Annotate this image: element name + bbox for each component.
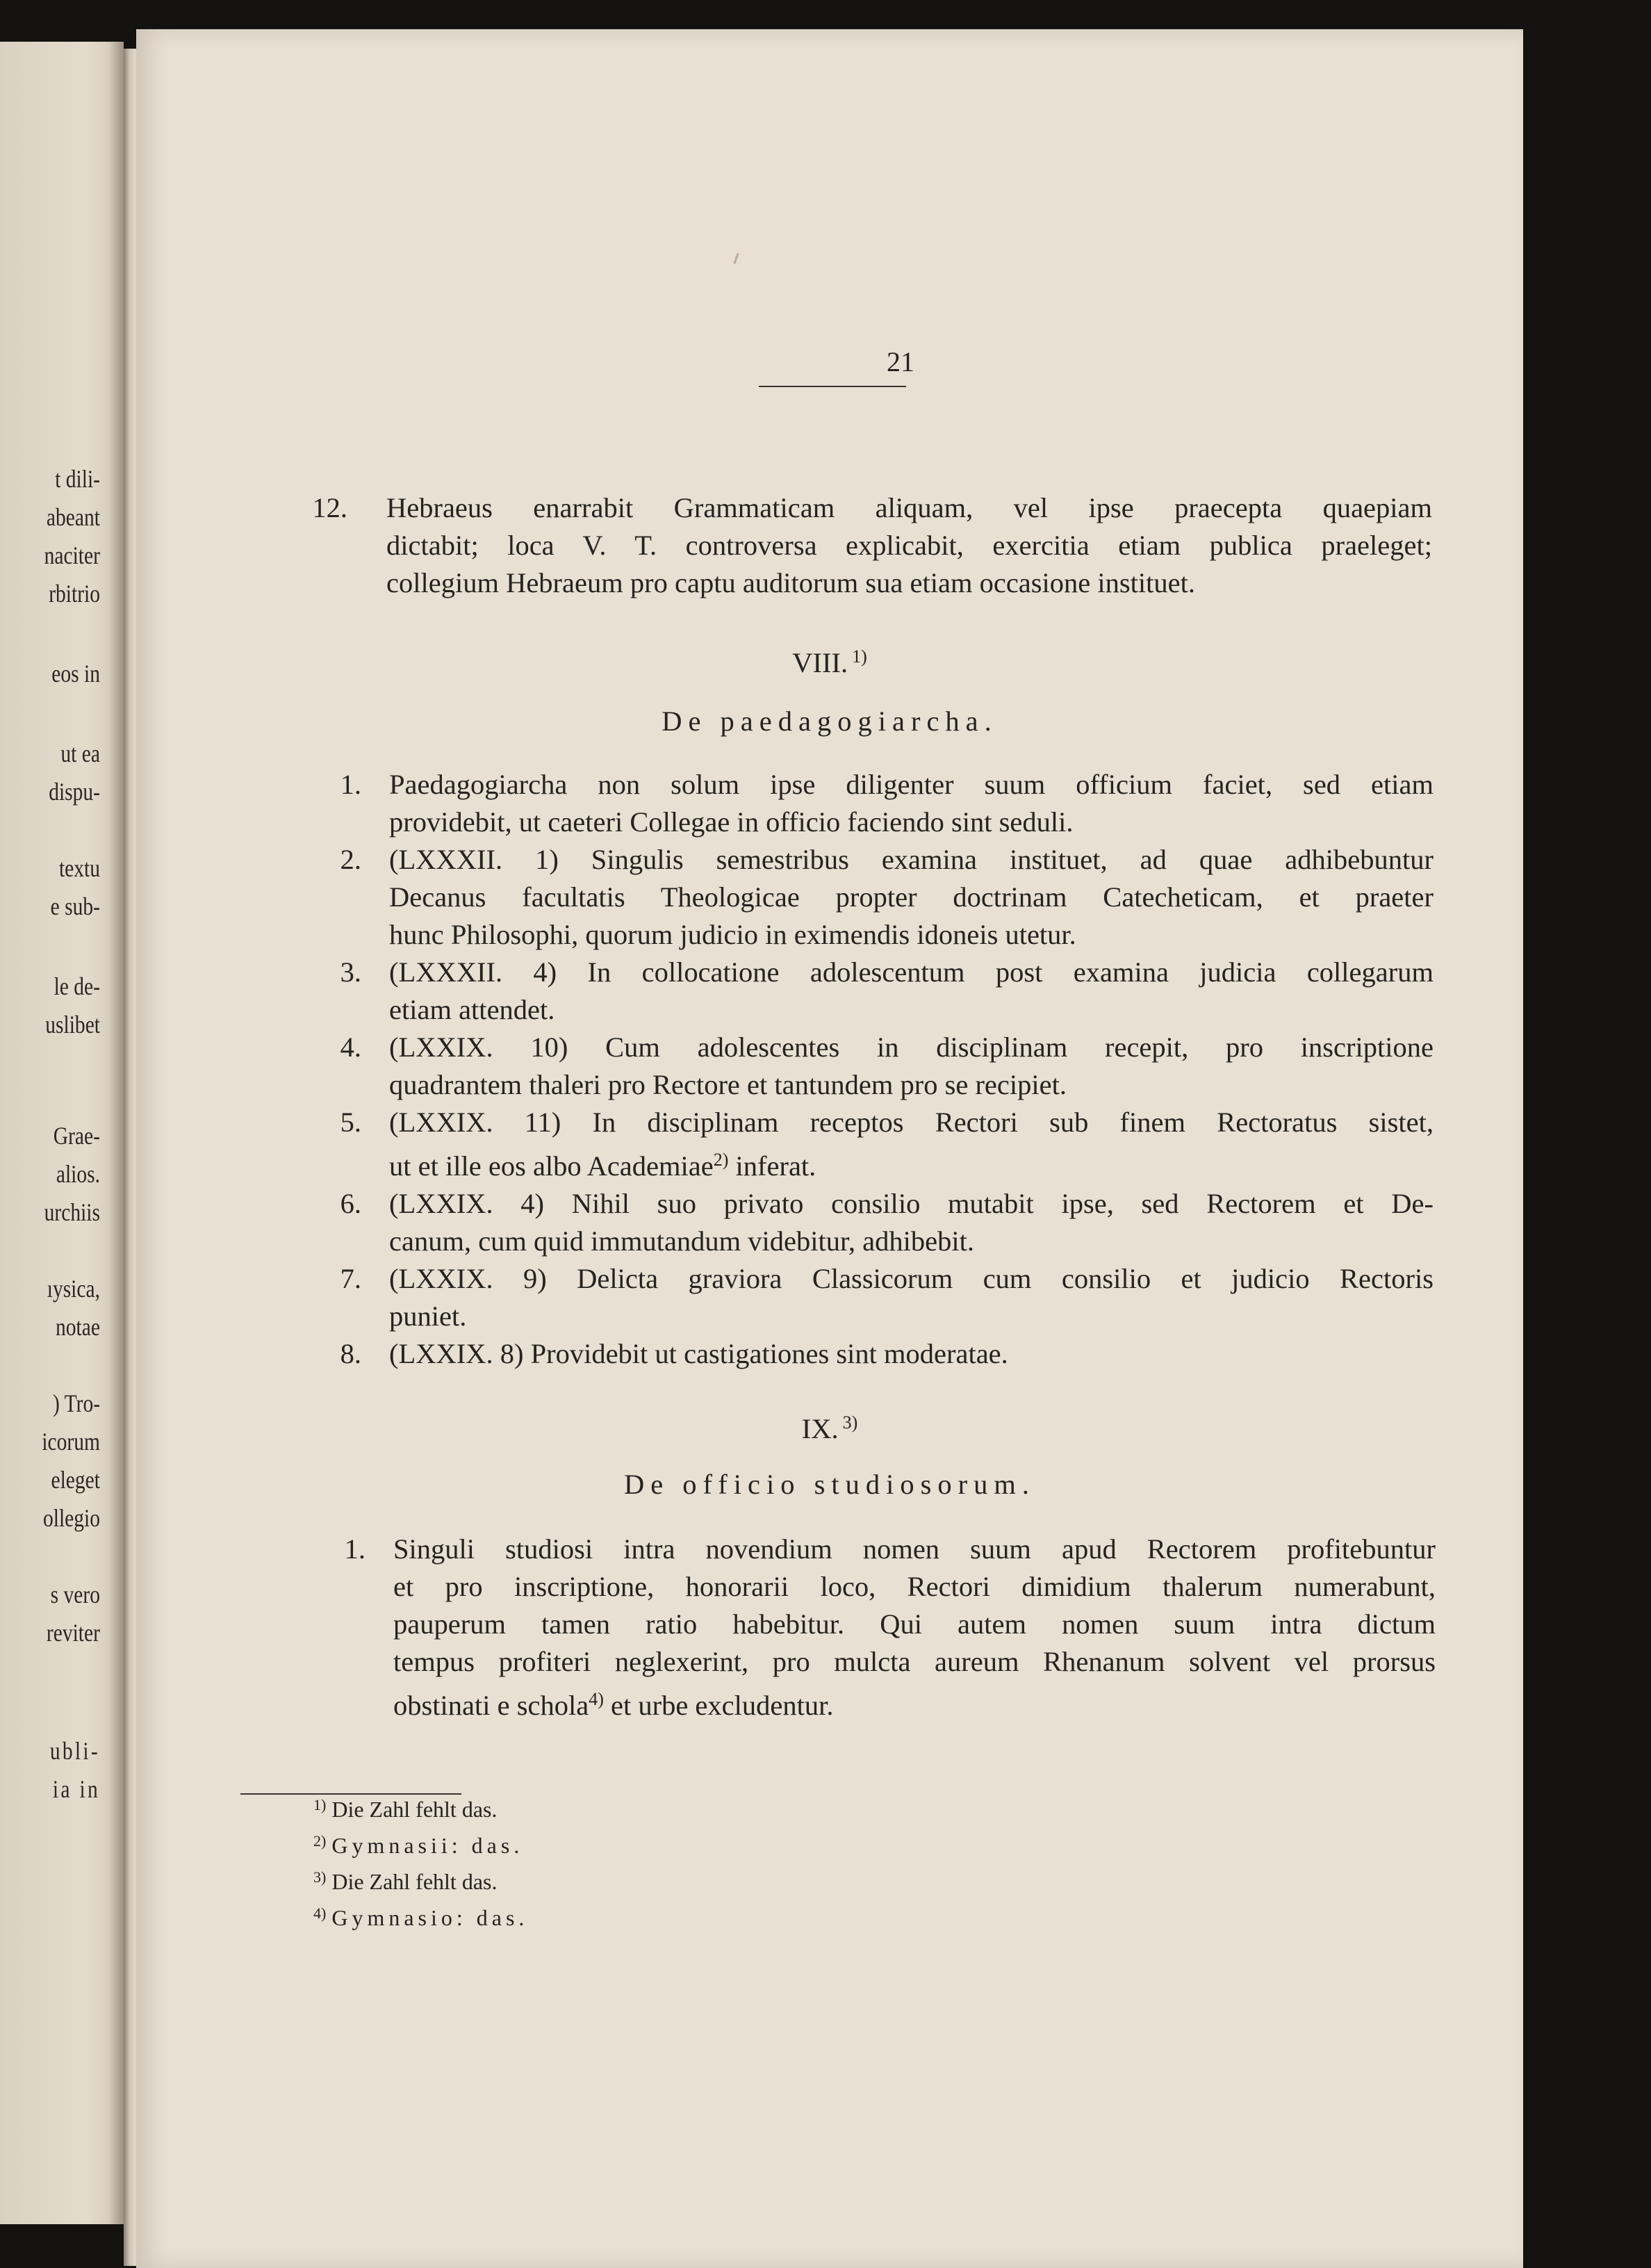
left-fragment: s vero <box>50 1581 100 1608</box>
section-numeral: VIII. <box>792 647 848 678</box>
item-text: et urbe excludentur. <box>610 1690 834 1721</box>
left-fragment: ıysica, <box>47 1275 100 1303</box>
item-line: etiam attendet. <box>389 994 555 1025</box>
list-item <box>136 1185 1523 1260</box>
item-number: 1. <box>344 1533 365 1565</box>
section-viii-title: De paedagogiarcha. <box>662 705 998 737</box>
page-number-rule <box>759 386 906 387</box>
left-fragment: reviter <box>46 1619 100 1647</box>
item-line: Singuli studiosi intra novendium nomen suum apud Rectorem profitebuntur <box>393 1533 1436 1565</box>
item-number: 4. <box>340 1031 361 1063</box>
item-line: dictabit; loca V. T. controversa explicabit, exercitia etiam publica praeleget; <box>386 530 1432 561</box>
item-line: (LXXIX. 9) Delicta graviora Classicorum cum consilio et judicio Rectoris <box>389 1263 1434 1294</box>
left-page-margin <box>0 42 124 2224</box>
item-line: Paedagogiarcha non solum ipse diligenter suum officium faciet, sed etiam <box>389 769 1434 800</box>
item-line <box>389 1141 1523 1185</box>
list-item <box>136 841 1523 954</box>
item-number: 5. <box>340 1107 361 1138</box>
footnote-text: Die Zahl fehlt das. <box>331 1869 498 1894</box>
footnote <box>313 1861 528 1898</box>
left-fragment: ollegio <box>43 1504 100 1532</box>
footnote <box>313 1898 528 1934</box>
list-item <box>136 489 1523 602</box>
list-item <box>136 1029 1523 1104</box>
item-line: tempus profiteri neglexerint, pro mulcta aureum Rhenanum solvent vel prorsus <box>393 1646 1436 1677</box>
left-fragment: icorum <box>42 1428 100 1455</box>
section-ix-list <box>136 1531 1523 1724</box>
left-fragment: notae <box>56 1313 100 1341</box>
item-line: Decanus facultatis Theologicae propter doctrinam Catecheticam, et praeter <box>389 881 1434 913</box>
left-fragment: le de- <box>54 972 100 1000</box>
section-ix-title: De officio studiosorum. <box>623 1469 1036 1500</box>
item-line: (LXXIX. 10) Cum adolescentes in disciplinam recepit, pro inscriptione <box>389 1031 1434 1063</box>
item-line: (LXXXII. 1) Singulis semestribus examina instituet, ad quae adhibebuntur <box>389 844 1434 875</box>
left-fragment: uslibet <box>45 1011 100 1038</box>
section-numeral: IX. <box>801 1413 839 1444</box>
footnote-ref: 1) <box>852 646 867 667</box>
item-line: (LXXIX. 8) Providebit ut castigationes sint moderatae. <box>389 1338 1008 1369</box>
footnote <box>313 1789 528 1825</box>
item-text: ut et ille eos albo Academiae <box>389 1150 714 1182</box>
section-viii-numeral <box>136 646 1523 679</box>
item-line: hunc Philosophi, quorum judicio in eximendis idoneis utetur. <box>389 919 1076 950</box>
item-line <box>393 1681 1523 1724</box>
left-fragment: textu <box>58 854 100 882</box>
left-fragment: t dili- <box>55 465 100 493</box>
section-ix-numeral <box>136 1412 1523 1445</box>
item-number: 1. <box>340 769 361 800</box>
left-fragment: ) Tro- <box>52 1389 100 1417</box>
list-item <box>136 1104 1523 1185</box>
item-text: obstinati e schola <box>393 1690 589 1721</box>
left-fragment: dispu- <box>49 778 100 806</box>
item-line: collegium Hebraeum pro captu auditorum sua etiam occasione instituet. <box>386 567 1196 598</box>
left-fragment: urchiis <box>44 1198 100 1226</box>
left-fragment: eleget <box>51 1466 100 1494</box>
item-line: et pro inscriptione, honorarii loco, Rectori dimidium thalerum numerabunt, <box>393 1571 1436 1602</box>
footnote-text: Die Zahl fehlt das. <box>331 1797 498 1822</box>
list-item <box>136 766 1523 841</box>
list-item <box>136 1260 1523 1335</box>
book-gutter <box>108 42 124 2224</box>
item-line: providebit, ut caeteri Collegae in officio faciendo sint seduli. <box>389 806 1074 838</box>
footnote <box>313 1825 528 1861</box>
footnote-ref: 4) <box>589 1689 604 1709</box>
item-line: Hebraeus enarrabit Grammaticam aliquam, vel ipse praecepta quaepiam <box>386 492 1432 523</box>
section-vii-list <box>136 489 1523 602</box>
item-number: 3. <box>340 956 361 988</box>
list-item <box>136 1531 1523 1724</box>
footnotes <box>313 1789 528 1934</box>
item-number: 6. <box>340 1188 361 1219</box>
item-line: puniet. <box>389 1300 467 1332</box>
left-fragment: Grae- <box>53 1122 100 1150</box>
left-fragment: ubli- <box>49 1737 100 1765</box>
item-number: 7. <box>340 1263 361 1294</box>
item-number: 2. <box>340 844 361 875</box>
left-fragment: ia in <box>52 1775 100 1803</box>
item-line: (LXXIX. 11) In disciplinam receptos Rectori sub finem Rectoratus sistet, <box>389 1107 1434 1138</box>
footnote-mark: 3) <box>313 1868 327 1886</box>
section-viii-list <box>136 766 1523 1373</box>
item-line: (LXXIX. 4) Nihil suo privato consilio mutabit ipse, sed Rectorem et De- <box>389 1188 1434 1219</box>
left-fragment: ut ea <box>60 740 100 767</box>
item-number: 8. <box>340 1338 361 1369</box>
footnote-mark: 2) <box>313 1832 327 1850</box>
item-line: (LXXXII. 4) In collocatione adolescentum post examina judicia collegarum <box>389 956 1434 988</box>
pencil-mark <box>733 253 739 264</box>
page-content <box>136 29 1523 2268</box>
list-item <box>136 1335 1523 1373</box>
page-number: 21 <box>887 346 914 377</box>
footnote-text: Gymnasio: das. <box>331 1905 529 1930</box>
footnote-mark: 1) <box>313 1796 327 1813</box>
item-line: canum, cum quid immutandum videbitur, adhibebit. <box>389 1225 974 1257</box>
item-line: quadrantem thaleri pro Rectore et tantundem pro se recipiet. <box>389 1069 1067 1100</box>
left-fragment: eos in <box>51 660 100 687</box>
left-fragment: naciter <box>44 541 100 569</box>
footnote-text: Gymnasii: das. <box>331 1833 524 1858</box>
item-number: 12. <box>312 492 347 523</box>
left-fragment: abeant <box>46 503 100 531</box>
left-fragment: e sub- <box>50 892 100 920</box>
footnote-ref: 3) <box>842 1412 858 1433</box>
footnote-ref: 2) <box>713 1150 729 1170</box>
footnote-mark: 4) <box>313 1904 327 1922</box>
book-page <box>136 29 1523 2268</box>
left-fragment: rbitrio <box>49 580 100 607</box>
list-item <box>136 954 1523 1029</box>
item-text: inferat. <box>735 1150 816 1182</box>
item-line: pauperum tamen ratio habebitur. Qui autem nomen suum intra dictum <box>393 1608 1436 1640</box>
left-fragment: alios. <box>56 1160 100 1188</box>
